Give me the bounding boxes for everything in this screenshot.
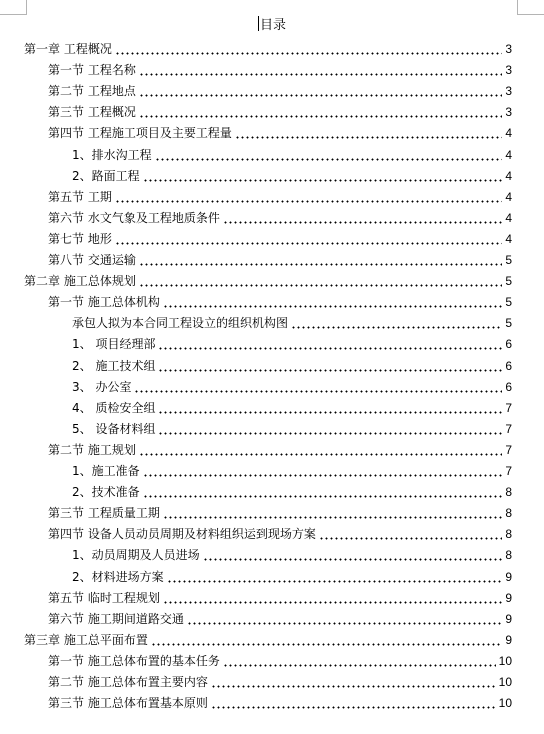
toc-entry[interactable] — [48, 249, 512, 270]
toc-entry[interactable] — [48, 122, 512, 143]
toc-entry[interactable] — [48, 80, 512, 101]
toc-page-number: 10 — [498, 696, 512, 711]
toc-leader-dots — [139, 94, 502, 97]
toc-title — [0, 16, 544, 35]
toc-entry[interactable] — [48, 207, 512, 228]
text-cursor — [258, 16, 259, 31]
toc-entry-text: 第三章 施工总平面布置 — [24, 632, 148, 647]
toc-leader-dots — [158, 432, 502, 435]
toc-entry-text: 第一节 工程名称 — [48, 63, 136, 78]
toc-entry-text: 第一节 施工总体布置的基本任务 — [48, 653, 220, 668]
toc-leader-dots — [139, 73, 502, 76]
toc-entry[interactable] — [72, 460, 512, 481]
toc-leader-dots — [115, 200, 502, 203]
toc-leader-dots — [211, 685, 496, 688]
toc-entry[interactable] — [48, 650, 512, 671]
toc-entry[interactable] — [48, 291, 512, 312]
toc-entry-text: 2、技术准备 — [72, 485, 140, 500]
toc-entry[interactable] — [24, 629, 512, 650]
toc-leader-dots — [139, 453, 502, 456]
toc-entry-text: 第五节 工期 — [48, 189, 112, 204]
toc-page-number: 5 — [505, 274, 512, 289]
toc-entry-text: 第三节 工程质量工期 — [48, 506, 160, 521]
toc-leader-dots — [143, 495, 503, 498]
toc-entry-text: 1、动员周期及人员进场 — [72, 548, 200, 563]
toc-entry-text: 第五节 临时工程规划 — [48, 590, 160, 605]
toc-leader-dots — [134, 390, 502, 393]
toc-page-number: 6 — [505, 358, 512, 373]
toc-entry-text: 1、施工准备 — [72, 464, 140, 478]
toc-entry[interactable] — [72, 165, 512, 186]
toc-page-number: 7 — [505, 421, 512, 436]
toc-leader-dots — [158, 411, 502, 414]
crop-mark-top-left — [0, 0, 27, 15]
toc-entry[interactable] — [48, 523, 512, 544]
toc-entry-text: 第二节 工程地点 — [48, 84, 136, 99]
toc-page-number: 3 — [505, 84, 512, 99]
toc-entry-text: 第四节 工程施工项目及主要工程量 — [48, 126, 232, 141]
toc-page-number: 9 — [505, 632, 512, 647]
toc-page-number: 4 — [505, 210, 512, 225]
toc-entry-text: 第三节 工程概况 — [48, 105, 136, 120]
toc-entry-text: 第六节 施工期间道路交通 — [48, 611, 184, 626]
toc-leader-dots — [139, 115, 502, 118]
toc-entry[interactable] — [24, 270, 512, 291]
toc-entry-text: 2、 施工技术组 — [72, 358, 156, 373]
toc-entry-text: 1、 项目经理部 — [72, 337, 156, 352]
toc-entry[interactable] — [72, 481, 512, 502]
toc-entry[interactable] — [72, 418, 512, 439]
toc-leader-dots — [155, 158, 503, 161]
toc-entry-text: 第四节 设备人员动员周期及材料组织运到现场方案 — [48, 527, 316, 542]
toc-leader-dots — [203, 558, 503, 561]
toc-entry-text: 第二节 施工规划 — [48, 442, 136, 457]
toc-page-number: 8 — [505, 485, 512, 500]
toc-entry-text: 第二章 施工总体规划 — [24, 274, 136, 289]
toc-page-number: 7 — [505, 442, 512, 457]
toc-entry[interactable] — [48, 228, 512, 249]
toc-page-number: 5 — [505, 253, 512, 267]
toc-leader-dots — [235, 136, 502, 139]
toc-leader-dots — [163, 601, 502, 604]
toc-entry-text: 第一节 施工总体机构 — [48, 295, 160, 310]
toc-entry-text: 第一章 工程概况 — [24, 42, 112, 56]
toc-leader-dots — [163, 516, 502, 519]
toc-page-number: 4 — [505, 231, 512, 246]
toc-entry[interactable] — [48, 186, 512, 207]
toc-leader-dots — [139, 284, 502, 287]
toc-page-number: 9 — [505, 569, 512, 584]
toc-entry-text: 5、 设备材料组 — [72, 421, 156, 436]
toc-entry-text: 第二节 施工总体布置主要内容 — [48, 675, 208, 689]
toc-page-number: 6 — [505, 379, 512, 394]
toc-entry[interactable] — [72, 355, 512, 376]
toc-entry[interactable] — [72, 376, 512, 397]
toc-page-number: 3 — [505, 42, 512, 56]
toc-leader-dots — [139, 263, 502, 266]
toc-entry[interactable] — [48, 502, 512, 523]
toc-entry-text: 第六节 水文气象及工程地质条件 — [48, 210, 220, 225]
toc-entry-text: 第三节 施工总体布置基本原则 — [48, 696, 208, 711]
toc-page-number: 4 — [505, 126, 512, 141]
toc-leader-dots — [158, 369, 502, 372]
toc-page-number: 8 — [505, 548, 512, 563]
crop-mark-top-right — [517, 0, 544, 15]
toc-entry[interactable] — [48, 608, 512, 629]
toc-leader-dots — [143, 179, 503, 182]
toc-entry-text: 承包人拟为本合同工程设立的组织机构图 — [72, 316, 289, 331]
toc-leader-dots — [291, 326, 502, 329]
toc-entry[interactable] — [72, 544, 512, 565]
toc-page-number: 4 — [505, 168, 512, 183]
toc-entry-text: 4、 质检安全组 — [72, 400, 156, 415]
toc-entry[interactable] — [48, 59, 512, 80]
toc-page-number: 10 — [498, 675, 512, 689]
toc-leader-dots — [187, 622, 502, 625]
toc-title-text: 目录 — [259, 18, 286, 33]
toc-entry-text: 第八节 交通运输 — [48, 253, 136, 267]
toc-page-number: 5 — [505, 316, 512, 331]
toc-entry[interactable] — [48, 692, 512, 713]
toc-page-number: 9 — [505, 611, 512, 626]
toc-entry[interactable] — [72, 566, 512, 587]
toc-leader-dots — [167, 580, 503, 583]
toc-entry[interactable] — [72, 312, 512, 333]
toc-entry-text: 2、材料进场方案 — [72, 569, 164, 584]
toc-page-number: 7 — [505, 400, 512, 415]
toc-entry[interactable] — [48, 439, 512, 460]
toc-leader-dots — [151, 643, 502, 646]
toc-leader-dots — [319, 537, 502, 540]
toc-page-number: 10 — [498, 653, 512, 668]
toc-leader-dots — [211, 706, 496, 709]
toc-page-number: 3 — [505, 63, 512, 78]
toc-page-number: 9 — [505, 590, 512, 605]
toc-entry-text: 1、排水沟工程 — [72, 147, 152, 162]
toc-entry-text: 3、 办公室 — [72, 379, 132, 394]
toc-entry-text: 2、路面工程 — [72, 168, 140, 183]
toc-entry[interactable] — [72, 144, 512, 165]
toc-entry-text: 第七节 地形 — [48, 231, 112, 246]
toc-leader-dots — [115, 52, 502, 55]
toc-page-number: 4 — [505, 189, 512, 204]
toc-page-number: 7 — [505, 464, 512, 478]
toc-entry[interactable] — [48, 671, 512, 692]
toc-page-number: 8 — [505, 527, 512, 542]
toc-page-number: 3 — [505, 105, 512, 120]
toc-leader-dots — [163, 305, 502, 308]
toc-page-number: 6 — [505, 337, 512, 352]
toc-leader-dots — [158, 347, 502, 350]
toc-leader-dots — [115, 242, 502, 245]
toc-page-number: 8 — [505, 506, 512, 521]
toc-entry[interactable] — [72, 333, 512, 354]
toc-page-number: 4 — [505, 147, 512, 162]
toc-entry[interactable] — [24, 38, 512, 59]
toc-leader-dots — [223, 664, 496, 667]
toc-page-number: 5 — [505, 295, 512, 310]
toc-leader-dots — [223, 221, 502, 224]
toc-entry[interactable] — [72, 397, 512, 418]
toc-leader-dots — [143, 474, 503, 477]
toc-entry[interactable] — [48, 587, 512, 608]
toc-entry[interactable] — [48, 101, 512, 122]
